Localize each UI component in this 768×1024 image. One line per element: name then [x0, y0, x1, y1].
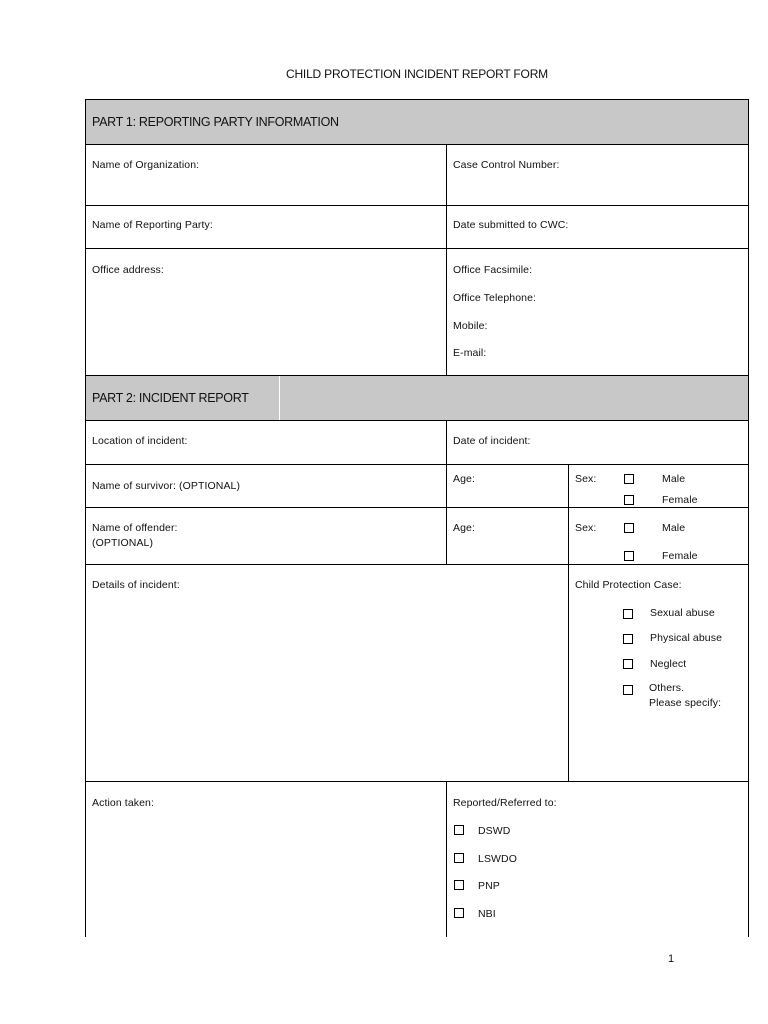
mobile-label: Mobile: — [453, 320, 488, 332]
office-address-label: Office address: — [92, 264, 164, 276]
part1-title: PART 1: REPORTING PARTY INFORMATION — [92, 115, 339, 129]
nbi-label: NBI — [478, 908, 496, 920]
offender-name-label: Name of offender: — [92, 522, 178, 534]
sexual-abuse-checkbox[interactable] — [623, 609, 633, 619]
survivor-female-label: Female — [662, 494, 698, 506]
others-label: Others. — [649, 682, 685, 694]
details-of-incident-label: Details of incident: — [92, 579, 180, 591]
case-control-number-label: Case Control Number: — [453, 159, 560, 171]
page-number: 1 — [668, 953, 675, 965]
location-label: Location of incident: — [92, 435, 188, 447]
date-of-incident-label: Date of incident: — [453, 435, 531, 447]
survivor-female-checkbox[interactable] — [624, 495, 634, 505]
survivor-sex-label: Sex: — [575, 473, 597, 485]
survivor-name-label: Name of survivor: (OPTIONAL) — [92, 480, 241, 492]
offender-female-label: Female — [662, 550, 698, 562]
offender-age-label: Age: — [453, 522, 475, 534]
others-checkbox[interactable] — [623, 685, 633, 695]
child-protection-case-label: Child Protection Case: — [575, 579, 682, 591]
part2-title: PART 2: INCIDENT REPORT — [92, 391, 249, 405]
physical-abuse-label: Physical abuse — [650, 632, 723, 644]
survivor-male-checkbox[interactable] — [624, 474, 634, 484]
dswd-checkbox[interactable] — [454, 825, 464, 835]
nbi-checkbox[interactable] — [454, 908, 464, 918]
reporting-party-label: Name of Reporting Party: — [92, 219, 213, 231]
offender-male-label: Male — [662, 522, 686, 534]
offender-optional-label: (OPTIONAL) — [92, 537, 154, 549]
dswd-label: DSWD — [478, 825, 511, 837]
date-submitted-label: Date submitted to CWC: — [453, 219, 569, 231]
lswdo-label: LSWDO — [478, 853, 518, 865]
please-specify-label: Please specify: — [649, 697, 722, 709]
offender-female-checkbox[interactable] — [624, 551, 634, 561]
lswdo-checkbox[interactable] — [454, 853, 464, 863]
survivor-age-label: Age: — [453, 473, 475, 485]
form-title: CHILD PROTECTION INCIDENT REPORT FORM — [286, 67, 548, 81]
survivor-male-label: Male — [662, 473, 686, 485]
action-taken-label: Action taken: — [92, 797, 155, 809]
email-label: E-mail: — [453, 347, 487, 359]
sexual-abuse-label: Sexual abuse — [650, 607, 715, 619]
neglect-label: Neglect — [650, 658, 687, 670]
physical-abuse-checkbox[interactable] — [623, 634, 633, 644]
offender-sex-label: Sex: — [575, 522, 597, 534]
name-of-organization-label: Name of Organization: — [92, 159, 200, 171]
offender-male-checkbox[interactable] — [624, 523, 634, 533]
neglect-checkbox[interactable] — [623, 659, 633, 669]
referred-to-label: Reported/Referred to: — [453, 797, 557, 809]
office-facsimile-label: Office Facsimile: — [453, 264, 533, 276]
office-telephone-label: Office Telephone: — [453, 292, 537, 304]
pnp-label: PNP — [478, 880, 500, 892]
pnp-checkbox[interactable] — [454, 880, 464, 890]
